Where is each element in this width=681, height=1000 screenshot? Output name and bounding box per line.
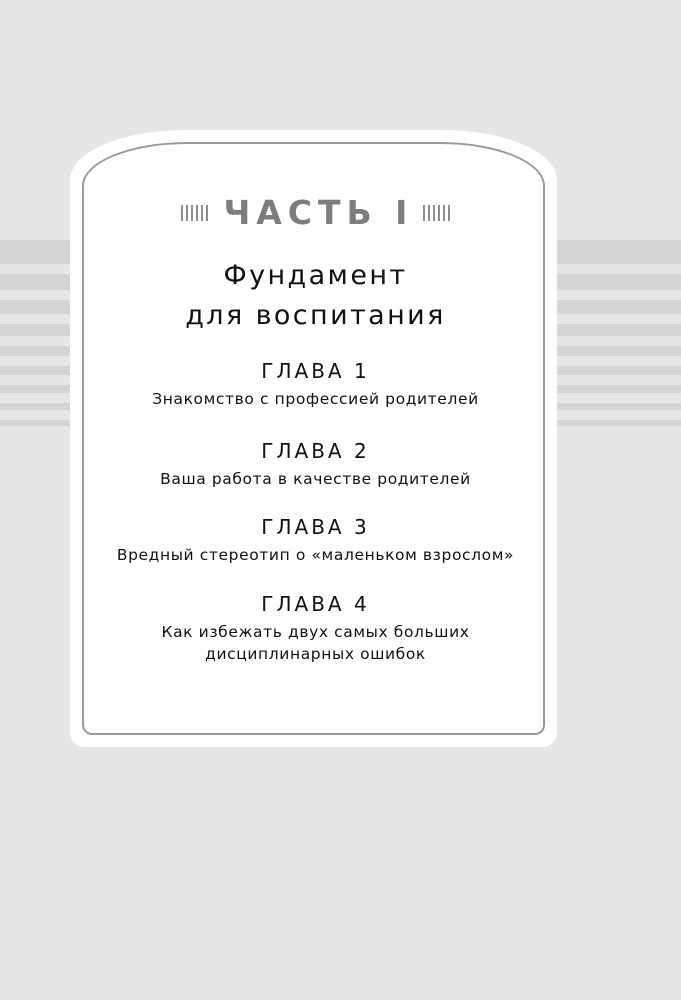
- chapter-entry-2: [84, 438, 547, 490]
- main-title-line: для воспитания: [185, 300, 446, 331]
- chapter-title: Ваша работа в качестве родителей: [160, 470, 471, 488]
- panel-frame: [82, 142, 545, 735]
- chapter-title: дисциплинарных ошибок: [205, 645, 426, 663]
- chapter-label: ГЛАВА 4: [261, 592, 370, 616]
- part-title: ЧАСТЬ I: [223, 193, 414, 232]
- chapter-entry-3: [84, 514, 547, 566]
- main-title-line: Фундамент: [223, 260, 408, 291]
- chapter-label: ГЛАВА 3: [261, 515, 370, 539]
- part-main-title: [84, 256, 547, 336]
- chapter-title: Вредный стереотип о «маленьком взрослом»: [116, 546, 515, 564]
- chapter-entry-1: [84, 358, 547, 410]
- chapter-entry-4: [84, 591, 547, 665]
- decorative-ticks-left: [181, 205, 208, 221]
- chapter-title: Как избежать двух самых больших: [161, 623, 470, 641]
- chapter-label: ГЛАВА 2: [261, 439, 370, 463]
- decorative-ticks-right: [423, 205, 450, 221]
- chapter-title: Знакомство с профессией родителей: [152, 390, 479, 408]
- chapter-label: ГЛАВА 1: [261, 359, 370, 383]
- part-header: [84, 190, 547, 236]
- part-title-panel: [70, 130, 557, 747]
